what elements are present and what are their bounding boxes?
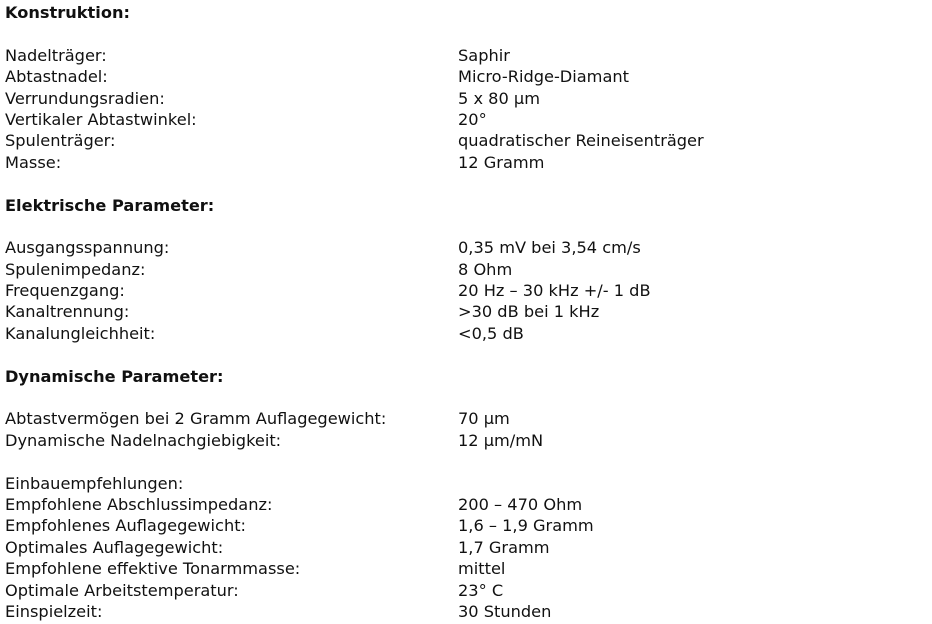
section-heading-konstruktion: Konstruktion:: [5, 3, 130, 22]
spec-value: Saphir: [458, 45, 510, 65]
spec-label: Empfohlene Abschlussimpedanz:: [5, 494, 273, 514]
spec-label: Spulenträger:: [5, 131, 116, 151]
spec-value: 200 – 470 Ohm: [458, 494, 583, 514]
spec-value: 30 Stunden: [458, 601, 552, 621]
spec-row: [5, 430, 925, 451]
spec-label: Dynamische Nadelnachgiebigkeit:: [5, 430, 282, 450]
section-heading-dynamische-parameter: Dynamische Parameter:: [5, 366, 224, 386]
spacer: [5, 216, 925, 237]
spacer: [5, 387, 925, 408]
spec-row: [5, 580, 925, 601]
spacer: [5, 451, 925, 472]
spec-row: [5, 237, 925, 258]
spec-value: 8 Ohm: [458, 259, 513, 279]
spec-label: Spulenimpedanz:: [5, 259, 146, 279]
spec-value: Micro-Ridge-Diamant: [458, 67, 629, 87]
spec-value: 1,6 – 1,9 Gramm: [458, 516, 594, 536]
spec-row: [5, 408, 925, 429]
spec-value: 23° C: [458, 580, 504, 600]
spec-value: 12 µm/mN: [458, 430, 544, 450]
spec-value: quadratischer Reineisenträger: [458, 131, 704, 151]
spec-row: [5, 45, 925, 66]
spec-value: 70 µm: [458, 409, 510, 429]
spec-row: [5, 88, 925, 109]
spec-label: Vertikaler Abtastwinkel:: [5, 109, 197, 129]
spec-label: Nadelträger:: [5, 45, 107, 65]
spec-row: [5, 558, 925, 579]
spec-row: [5, 301, 925, 322]
spec-label: Verrundungsradien:: [5, 88, 165, 108]
spec-value: >30 dB bei 1 kHz: [458, 302, 600, 322]
spec-label: Einspielzeit:: [5, 601, 103, 621]
spec-label: Optimales Auflagegewicht:: [5, 537, 224, 557]
spec-row: [5, 280, 925, 301]
spec-value: <0,5 dB: [458, 323, 524, 343]
spec-row: [5, 66, 925, 87]
spec-value: 20 Hz – 30 kHz +/- 1 dB: [458, 281, 651, 301]
section-subheading-einbauempfehlungen: Einbauempfehlungen:: [5, 473, 184, 493]
spec-value: 0,35 mV bei 3,54 cm/s: [458, 238, 641, 258]
spacer: [5, 344, 925, 365]
spec-label: Optimale Arbeitstemperatur:: [5, 580, 239, 600]
spec-row: [5, 323, 925, 344]
spec-value: mittel: [458, 559, 506, 579]
spec-value: 12 Gramm: [458, 152, 545, 172]
spec-label: Kanalungleichheit:: [5, 323, 156, 343]
spec-label: Kanaltrennung:: [5, 302, 130, 322]
section-heading-elektrische-parameter: Elektrische Parameter:: [5, 195, 215, 215]
spec-label: Empfohlenes Auflagegewicht:: [5, 516, 247, 536]
spec-label: Frequenzgang:: [5, 281, 125, 301]
spec-row: [5, 109, 925, 130]
spec-label: Empfohlene effektive Tonarmmasse:: [5, 559, 301, 579]
spec-row: [5, 152, 925, 173]
spec-value: 20°: [458, 109, 487, 129]
spec-row: [5, 494, 925, 515]
spec-row: [5, 515, 925, 536]
spacer: [5, 23, 925, 44]
spacer: [5, 173, 925, 194]
spec-label: Abtastnadel:: [5, 67, 108, 87]
spec-row: [5, 259, 925, 280]
spec-row: [5, 601, 925, 622]
spec-label: Ausgangsspannung:: [5, 238, 170, 258]
spec-row: [5, 130, 925, 151]
spec-document: [5, 2, 925, 622]
spec-label: Abtastvermögen bei 2 Gramm Auflagegewicht:: [5, 409, 387, 429]
spec-value: 5 x 80 µm: [458, 88, 540, 108]
spec-row: [5, 537, 925, 558]
spec-label: Masse:: [5, 152, 62, 172]
spec-value: 1,7 Gramm: [458, 537, 550, 557]
